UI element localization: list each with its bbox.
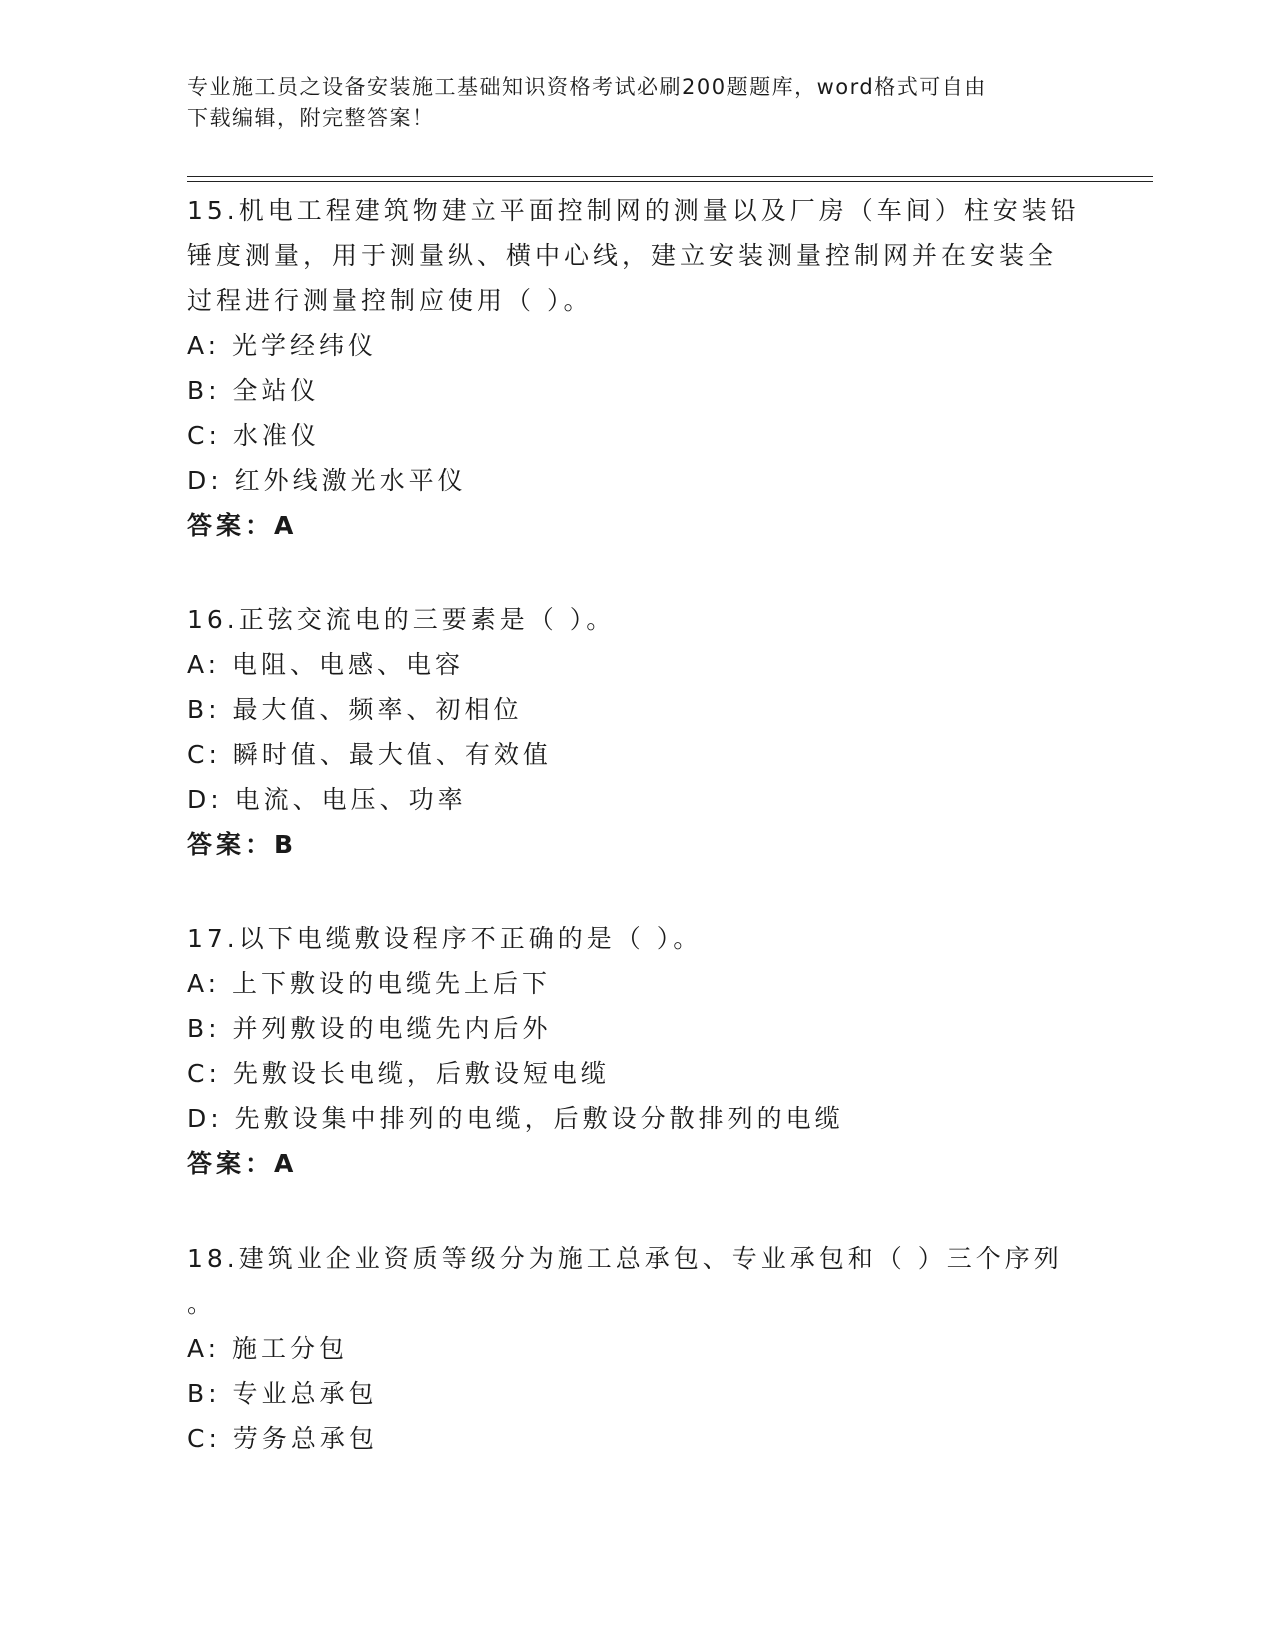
option-d: D: 红外线激光水平仪 [187,466,467,495]
option-b: B: 并列敷设的电缆先内后外 [187,1014,552,1043]
question-15 [187,188,1087,548]
option-b: B: 全站仪 [187,376,320,405]
question-16 [187,597,1087,867]
question-stem-line: 过程进行测量控制应使用（ ）。 [187,286,593,315]
option-a: A: 施工分包 [187,1334,349,1363]
question-stem-line: 18.建筑业企业资质等级分为施工总承包、专业承包和（ ）三个序列 [187,1244,1063,1273]
option-c: C: 劳务总承包 [187,1424,378,1453]
option-c: C: 水准仪 [187,421,320,450]
header-line-1: 专业施工员之设备安装施工基础知识资格考试必刷200题题库，word格式可自由 [187,75,987,99]
question-stem-line: 锤度测量，用于测量纵、横中心线，建立安装测量控制网并在安装全 [187,241,1058,270]
question-17 [187,916,1087,1186]
answer: 答案：A [187,511,298,540]
question-stem-line: 。 [187,1289,217,1318]
question-stem-line: 16.正弦交流电的三要素是（ ）。 [187,605,616,634]
header-divider-bottom [187,181,1153,182]
option-c: C: 瞬时值、最大值、有效值 [187,740,552,769]
option-a: A: 上下敷设的电缆先上后下 [187,969,552,998]
option-b: B: 专业总承包 [187,1379,378,1408]
question-stem-line: 15.机电工程建筑物建立平面控制网的测量以及厂房（车间）柱安装铅 [187,196,1080,225]
header-line-2: 下载编辑，附完整答案！ [187,106,435,130]
option-d: D: 电流、电压、功率 [187,785,467,814]
option-a: A: 光学经纬仪 [187,331,378,360]
question-18 [187,1236,1087,1461]
option-c: C: 先敷设长电缆，后敷设短电缆 [187,1059,610,1088]
header-divider-top [187,176,1153,177]
answer: 答案：A [187,1149,298,1178]
question-stem-line: 17.以下电缆敷设程序不正确的是（ ）。 [187,924,703,953]
document-header [187,72,1067,134]
option-a: A: 电阻、电感、电容 [187,650,465,679]
answer: 答案：B [187,830,298,859]
option-b: B: 最大值、频率、初相位 [187,695,523,724]
option-d: D: 先敷设集中排列的电缆，后敷设分散排列的电缆 [187,1104,844,1133]
